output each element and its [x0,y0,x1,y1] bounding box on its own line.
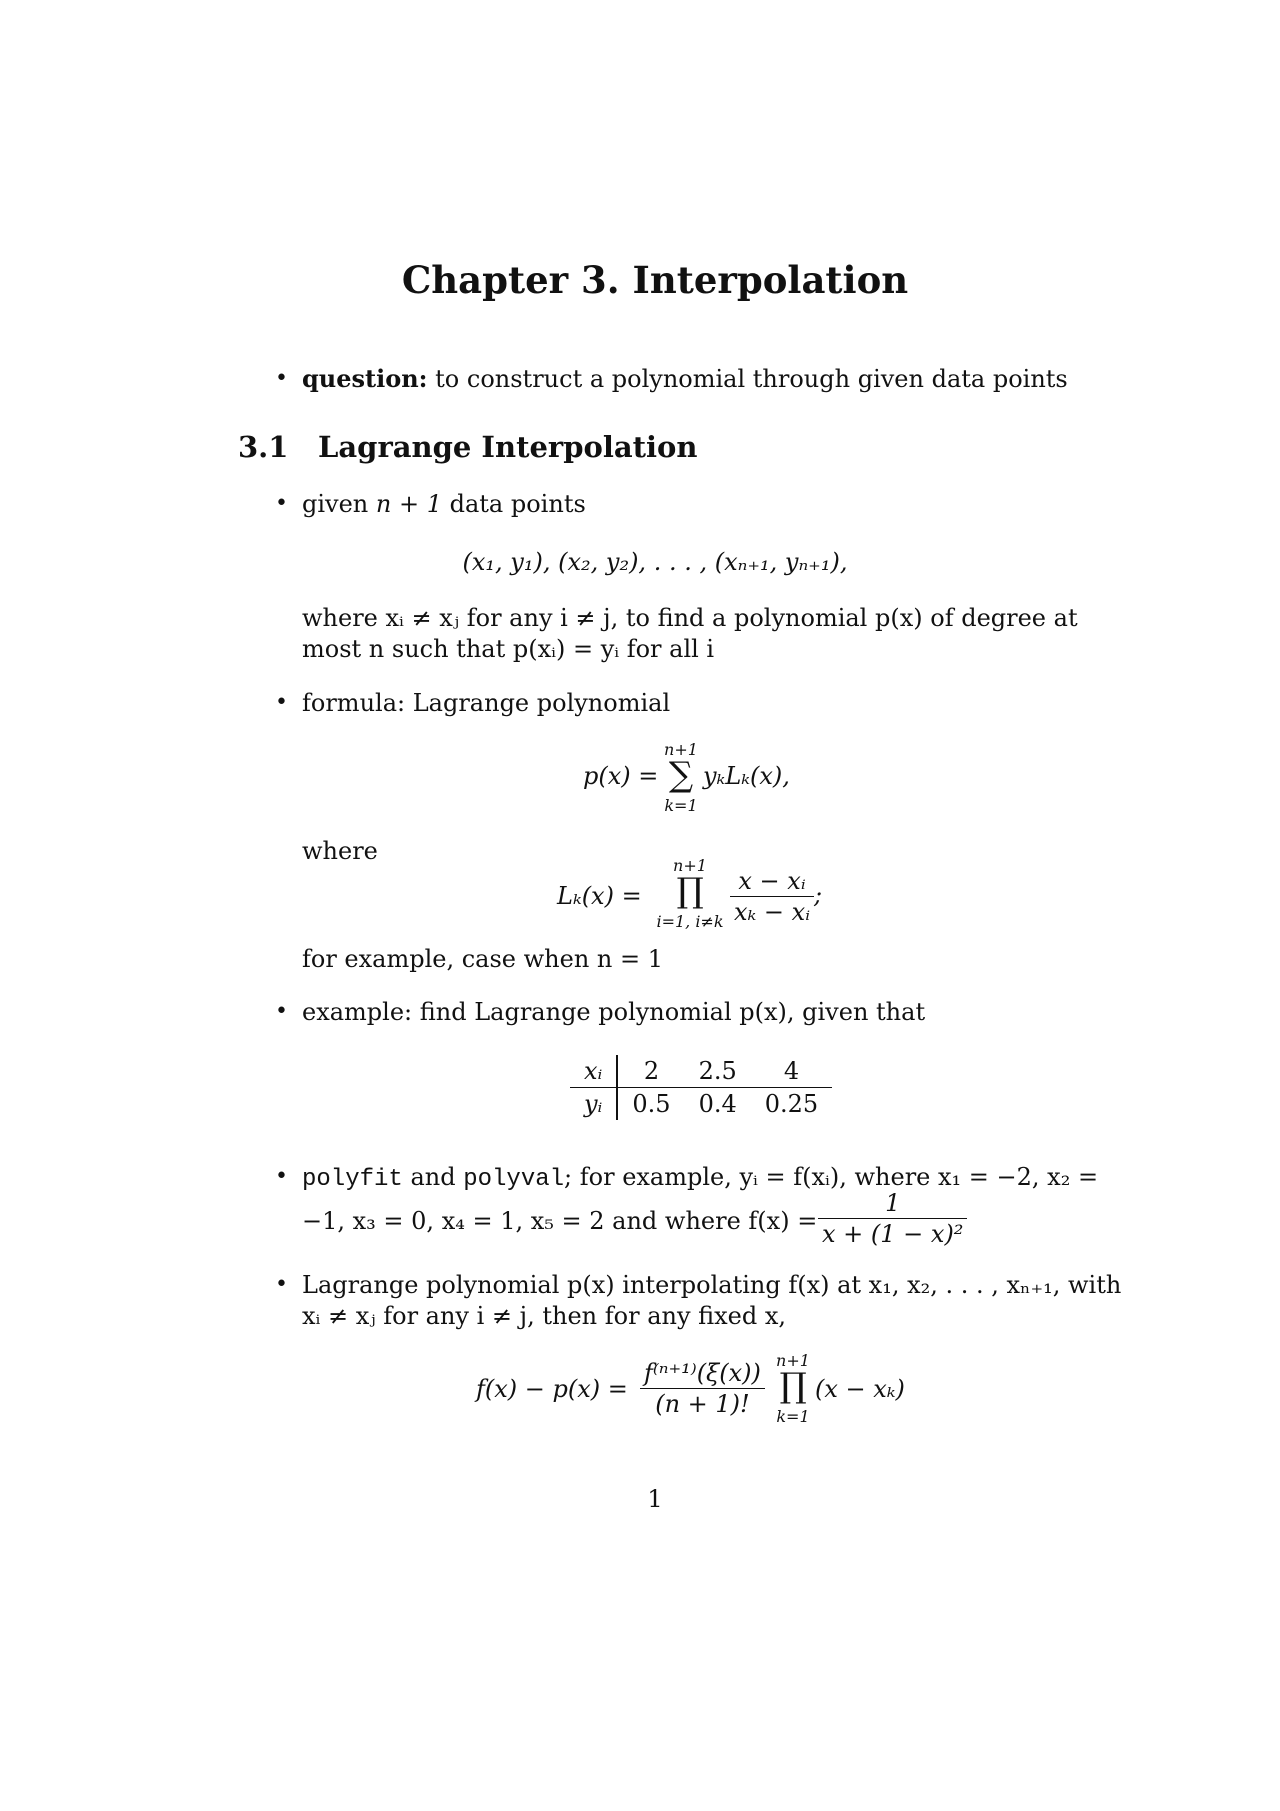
bullet4-line1 [302,1162,1098,1195]
error-prod-body: (x − xₖ) [815,1375,905,1403]
bullet-icon: • [275,491,288,516]
table-row-y [570,1088,832,1121]
bullet2-text: formula: Lagrange polynomial [302,689,671,717]
bullet-icon: • [275,1164,288,1189]
l-frac-box [730,866,814,927]
data-table [570,1055,832,1120]
table-row-x [570,1055,832,1088]
error-prod-lower: k=1 [776,1407,810,1426]
bullet4-rest1: ; for example, yᵢ = f(xᵢ), where x₁ = −2, x₂ = [564,1163,1099,1191]
table-row-label: xᵢ [570,1055,617,1088]
polyfit-code: polyfit [302,1166,403,1193]
error-frac-box [640,1358,765,1419]
product-icon: ∏ [779,1366,807,1406]
where-label: where [302,837,378,865]
section-number: 3.1 [238,430,289,464]
question-text: to construct a polynomial through given data points [427,365,1068,393]
bullet3-text: example: find Lagrange polynomial p(x), given that [302,998,926,1026]
product-icon: ∏ [676,871,704,911]
polyval-code: polyval [463,1166,565,1193]
l-denominator: xₖ − xᵢ [734,898,811,926]
bullet1-post: data points [441,490,586,518]
bullet1-intro [302,489,586,519]
error-numerator: f⁽ⁿ⁺¹⁾(ξ(x)) [640,1358,765,1389]
data-points-formula: (x₁, y₁), (x₂, y₂), . . . , (xₙ₊₁, yₙ₊₁), [462,548,848,576]
bullet4-and: and [402,1163,464,1191]
sum-lower-limit: k=1 [664,796,698,815]
table-cell: 0.25 [764,1090,819,1118]
sum-upper-limit: n+1 [664,740,698,759]
question-label: question: [302,364,428,393]
bullet-icon: • [275,1272,288,1297]
l-tail: ; [814,881,823,909]
error-formula-lhs: f(x) − p(x) = [476,1375,628,1403]
bullet1-line2: most n such that p(xᵢ) = yᵢ for all i [302,635,715,663]
sum-body: yₖLₖ(x), [703,762,790,790]
l-formula-lhs: Lₖ(x) = [557,882,642,910]
table-cell: 2 [643,1057,660,1085]
section-title: Lagrange Interpolation [318,430,698,464]
f-frac-box [818,1188,967,1249]
bullet-icon: • [275,690,288,715]
table-row-label: yᵢ [570,1088,617,1121]
f-numerator: 1 [818,1188,967,1219]
prod-lower-limit: i=1, i≠k [656,912,724,931]
bullet1-math: n + 1 [375,490,442,518]
bullet1-line1: where xᵢ ≠ xⱼ for any i ≠ j, to find a polynomial p(x) of degree at [302,604,1078,632]
error-denominator: (n + 1)! [655,1390,750,1418]
bullet-icon: • [275,999,288,1024]
prod-upper-limit: n+1 [673,856,707,875]
f-denominator: x + (1 − x)² [822,1220,964,1248]
l-fraction [730,866,822,927]
table-cell: 0.4 [698,1090,737,1118]
bullet4-line2: −1, x₃ = 0, x₄ = 1, x₅ = 2 and where f(x) = [302,1207,818,1235]
bullet1-pre: given [302,490,376,518]
l-numerator: x − xᵢ [730,866,814,897]
bullet-icon: • [275,366,288,391]
sum-icon: ∑ [668,755,694,795]
table-cell: 4 [783,1057,800,1085]
f-fraction [818,1188,967,1249]
error-prod-upper: n+1 [776,1351,810,1370]
table-cell: 0.5 [632,1090,671,1118]
p-formula-lhs: p(x) = [583,762,659,790]
chapter-title: Chapter 3. Interpolation [401,258,909,302]
table-cell: 2.5 [698,1057,737,1085]
example-case-text: for example, case when n = 1 [302,945,664,973]
bullet5-line1: Lagrange polynomial p(x) interpolating f(x) at x₁, x₂, . . . , xₙ₊₁, with [302,1271,1122,1299]
page-number: 1 [647,1485,663,1513]
bullet5-line2: xᵢ ≠ xⱼ for any i ≠ j, then for any fixed x, [302,1302,787,1330]
error-fraction [640,1358,765,1419]
question-line [302,364,1068,394]
